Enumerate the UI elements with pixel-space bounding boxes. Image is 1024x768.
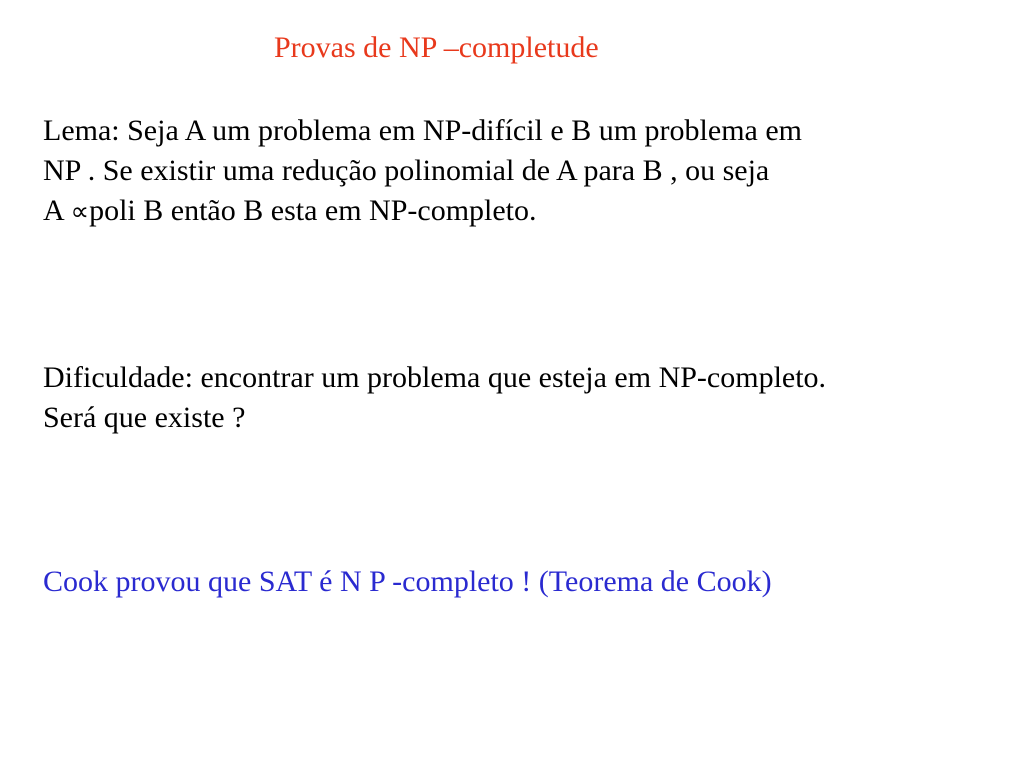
proportional-symbol: ∝: [70, 197, 90, 227]
lemma-line-2: NP . Se existir uma redução polinomial de A para B , ou seja: [43, 154, 770, 187]
lemma-line-3-prefix: A: [43, 194, 71, 227]
cook-theorem-statement: Cook provou que SAT é N P -completo ! (Teorema de Cook): [43, 565, 772, 598]
lemma-line-1: Lema: Seja A um problema em NP-difícil e B um problema em: [43, 114, 802, 147]
difficulty-line-1: Dificuldade: encontrar um problema que esteja em NP-completo.: [43, 361, 827, 394]
slide-title: Provas de NP –completude: [274, 31, 599, 64]
lemma-paragraph: [43, 111, 802, 232]
difficulty-paragraph: [43, 358, 826, 438]
lemma-line-3-rest: poli B então B esta em NP-completo.: [89, 194, 537, 227]
lemma-line-3: [43, 191, 802, 232]
difficulty-line-2: Será que existe ?: [43, 401, 246, 434]
